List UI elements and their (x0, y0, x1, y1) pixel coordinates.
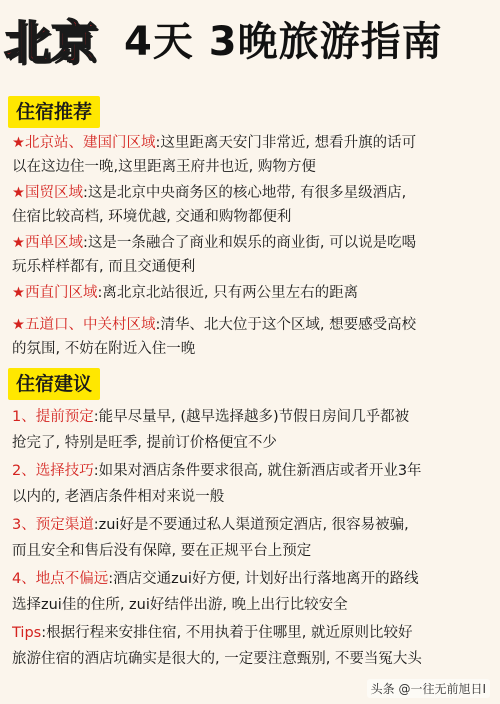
tips-continuation: 旅游住宿的酒店坑确实是很大的, 一定要注意甄别, 不要当冤大头 (12, 651, 422, 667)
item-text: :这是北京中央商务区的核心地带, 有很多星级酒店, (83, 185, 407, 201)
item-label: 2、选择技巧 (12, 463, 94, 479)
item-label: 西单区域 (25, 235, 83, 251)
item-label: 五道口、中关村区域 (25, 317, 156, 333)
item-continuation: 住宿比较高档, 环境优越, 交通和购物都便利 (12, 209, 292, 225)
star-icon: ★ (12, 285, 25, 301)
item-text: :酒店交通zui好方便, 计划好出行落地离开的路线 (108, 571, 419, 587)
star-icon: ★ (12, 317, 25, 333)
star-icon: ★ (12, 185, 25, 201)
title-city: 北京 (4, 15, 98, 69)
section-heading-accommodation: 住宿推荐 (8, 96, 100, 128)
item-text: :如果对酒店条件要求很高, 就住新酒店或者开业3年 (93, 463, 422, 479)
item-text: :离北京北站很近, 只有两公里左右的距离 (97, 285, 359, 301)
item-continuation: 以内的, 老酒店条件相对来说一般 (12, 489, 225, 505)
list-item (12, 132, 500, 154)
item-continuation: 玩乐样样都有, 而且交通便利 (12, 259, 196, 275)
item-continuation: 的氛围, 不妨在附近入住一晚 (12, 341, 196, 357)
list-item (12, 568, 500, 590)
section-heading-advice: 住宿建议 (8, 368, 100, 400)
list-item (12, 460, 500, 482)
page-title (0, 6, 500, 70)
tips-item (12, 622, 500, 644)
item-label: 3、预定渠道 (12, 517, 94, 533)
list-item (12, 232, 500, 254)
star-icon: ★ (12, 135, 25, 151)
list-item (12, 314, 500, 336)
item-label: 北京站、建国门区域 (25, 135, 156, 151)
list-item (12, 182, 500, 204)
item-continuation: 抢完了, 特别是旺季, 提前订价格便宜不少 (12, 435, 277, 451)
tips-label: Tips (12, 625, 42, 641)
list-item (12, 282, 500, 304)
item-label: 国贸区域 (25, 185, 83, 201)
title-rest: 4天 3晚旅游指南 (124, 19, 443, 65)
star-icon: ★ (12, 235, 25, 251)
item-text: :能早尽量早, (越早选择越多)节假日房间几乎都被 (93, 409, 410, 425)
item-continuation: 而且安全和售后没有保障, 要在正规平台上预定 (12, 543, 312, 559)
item-label: 1、提前预定 (12, 409, 94, 425)
list-item (12, 514, 500, 536)
item-continuation: 选择zui佳的住所, zui好结伴出游, 晚上出行比较安全 (12, 597, 348, 613)
item-continuation: 以在这边住一晚,这里距离王府井也近, 购物方便 (12, 159, 316, 175)
tips-text: :根据行程来安排住宿, 不用执着于住哪里, 就近原则比较好 (41, 625, 413, 641)
item-label: 西直门区域 (25, 285, 98, 301)
item-text: :zui好是不要通过私人渠道预定酒店, 很容易被骗, (93, 517, 409, 533)
item-text: :这里距离天安门非常近, 想看升旗的话可 (155, 135, 417, 151)
list-item (12, 406, 500, 428)
item-label: 4、地点不偏远 (12, 571, 109, 587)
watermark: 头条 @一往无前旭日I (367, 679, 490, 698)
item-text: :这是一条融合了商业和娱乐的商业街, 可以说是吃喝 (83, 235, 417, 251)
item-text: :清华、北大位于这个区域, 想要感受高校 (155, 317, 417, 333)
